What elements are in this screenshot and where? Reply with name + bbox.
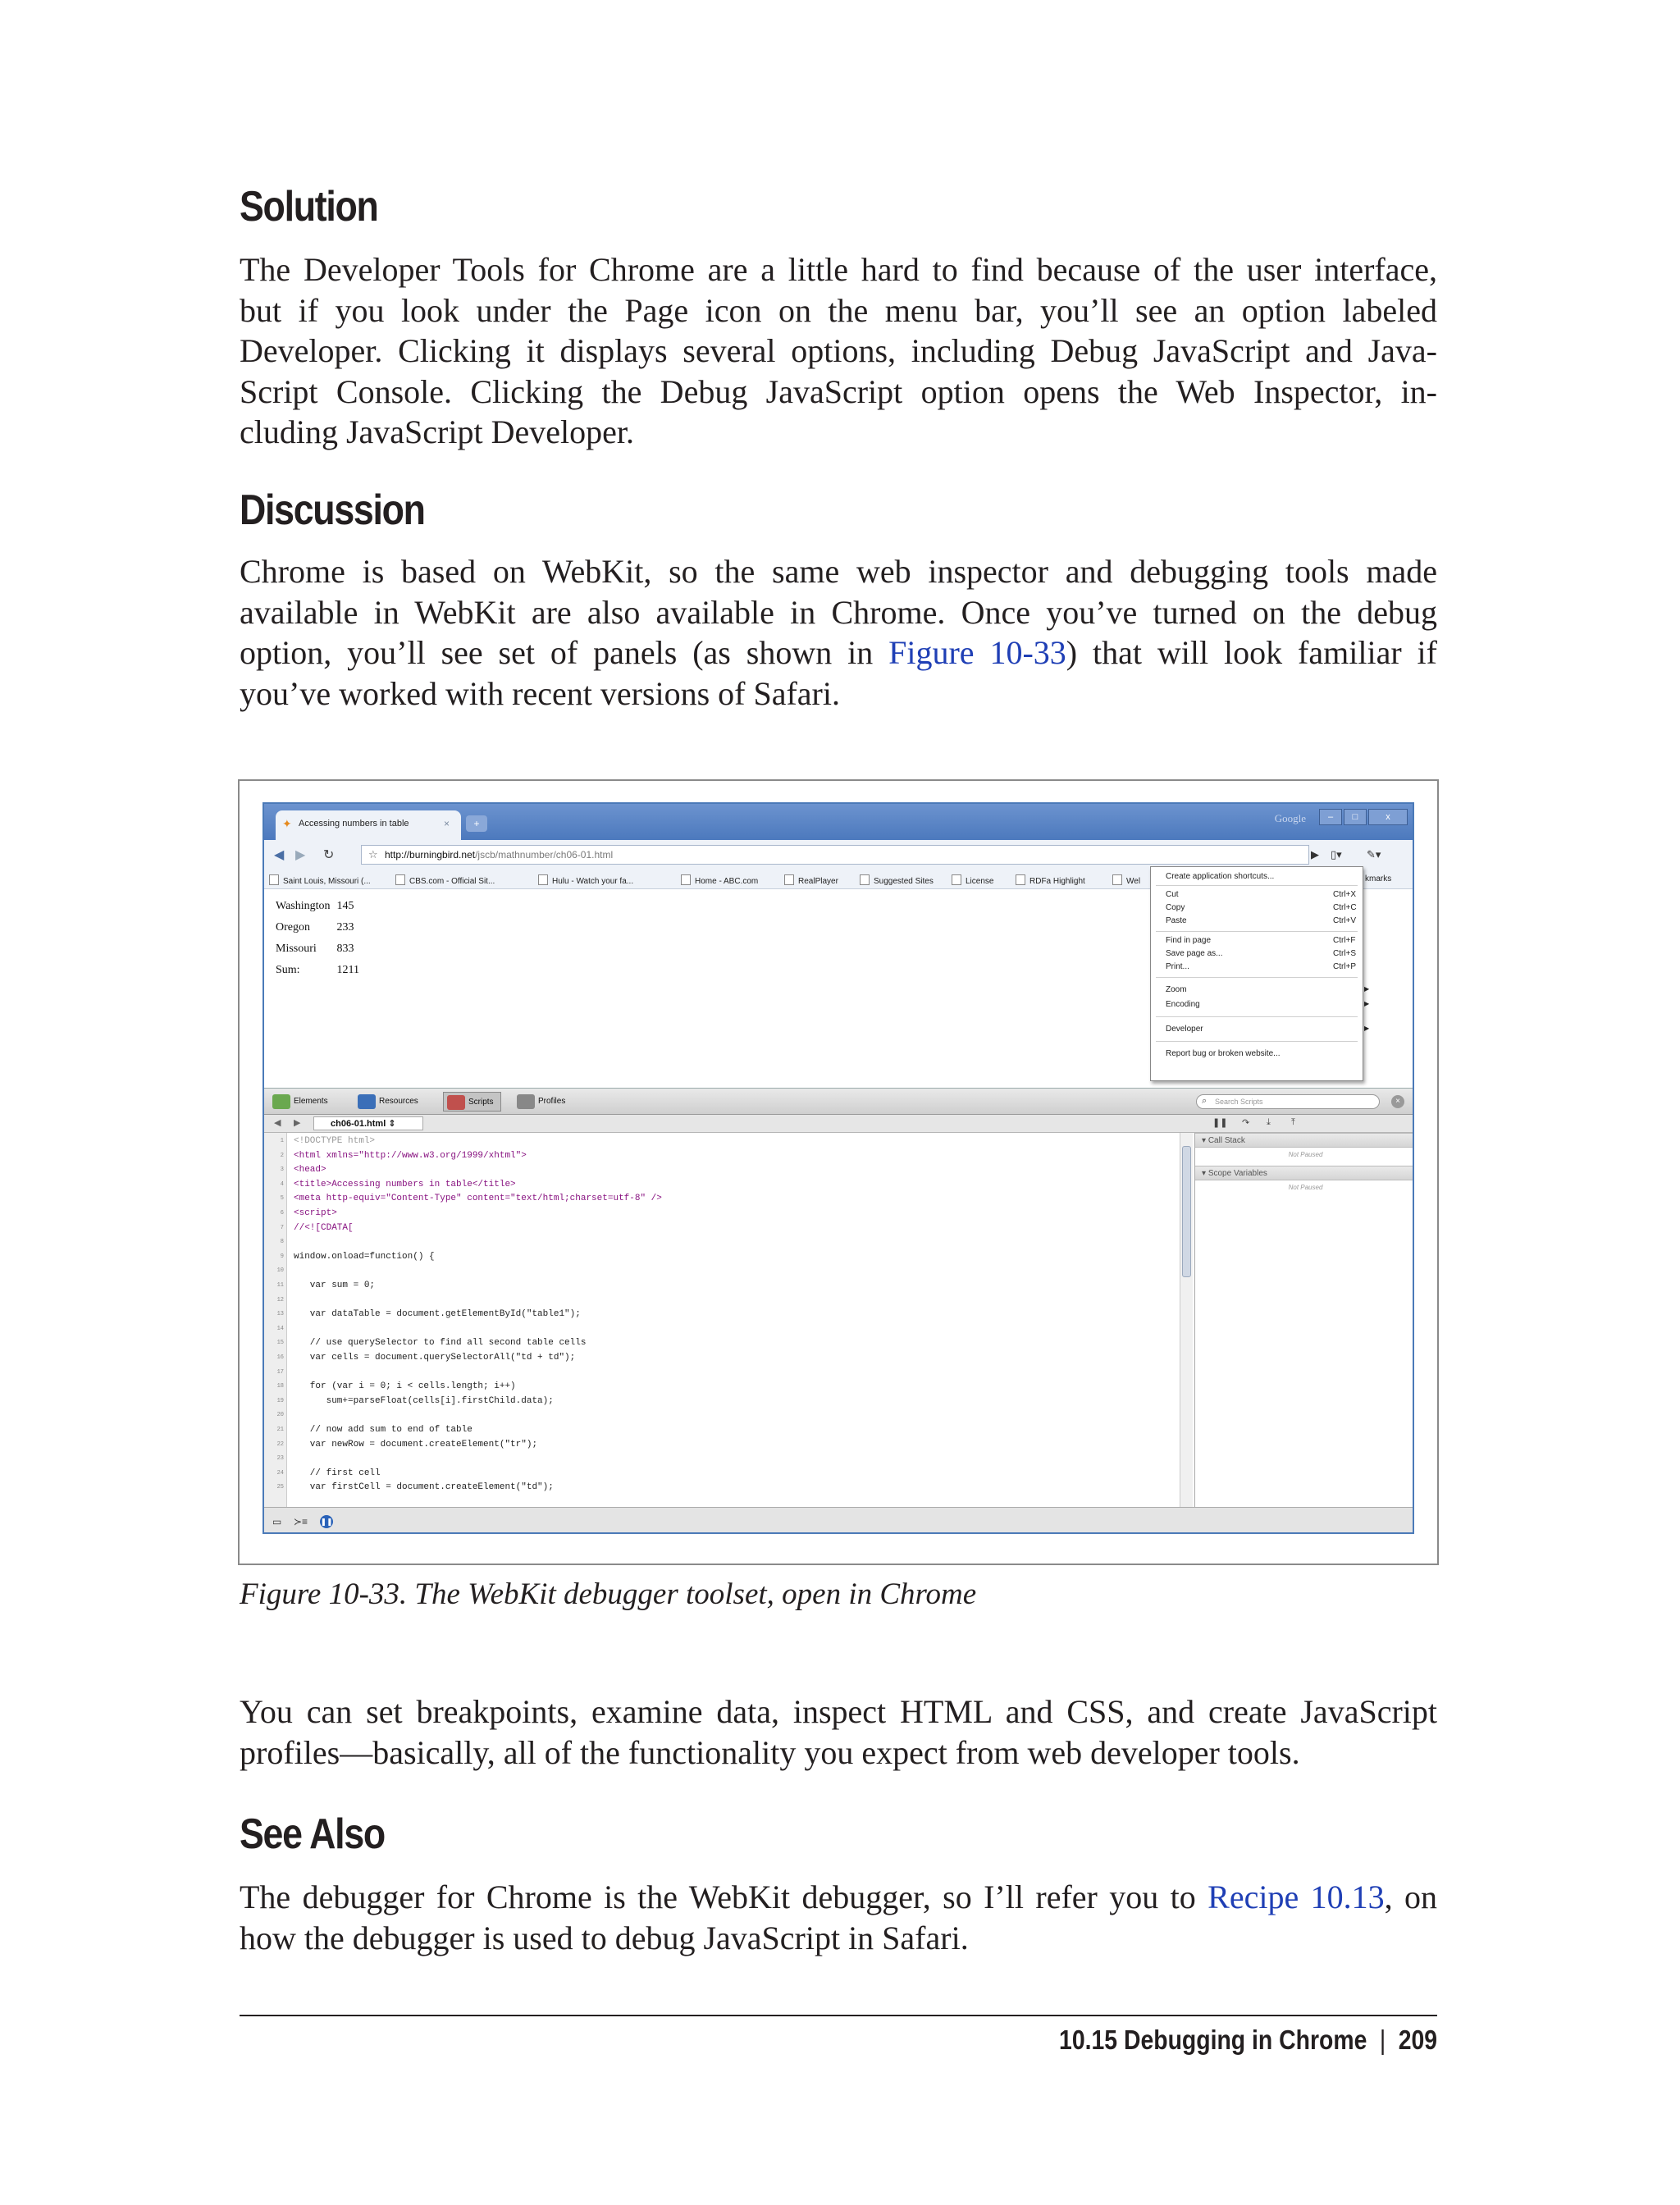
elements-icon	[272, 1094, 290, 1109]
line-number[interactable]: 10	[276, 1267, 284, 1275]
menu-item-report[interactable]	[1166, 1049, 1281, 1058]
line-number[interactable]: 12	[276, 1296, 284, 1303]
value-cell: 145	[336, 900, 354, 912]
figure-link[interactable]: Figure 10-33	[888, 634, 1066, 671]
call-stack-header[interactable]: ▾ Call Stack	[1195, 1133, 1414, 1148]
dock-icon[interactable]: ▭	[272, 1516, 282, 1527]
line-number[interactable]: 2	[280, 1152, 284, 1159]
bookmark-item[interactable]: RealPlayer	[784, 874, 838, 886]
line-number[interactable]: 11	[276, 1282, 284, 1289]
solution-paragraph	[240, 249, 1437, 453]
value-cell: 833	[336, 943, 354, 955]
code-line: <script>	[294, 1208, 337, 1218]
discussion-line	[240, 632, 1437, 673]
line-number[interactable]: 17	[276, 1368, 284, 1376]
browser-window	[262, 802, 1414, 1534]
heading-discussion: Discussion	[240, 486, 425, 534]
scope-variables-label: Scope Variables	[1208, 1169, 1267, 1178]
submenu-arrow-icon: ▶	[1364, 1000, 1370, 1007]
menu-item-label: Encoding	[1166, 1000, 1200, 1009]
scope-variables-status: Not Paused	[1288, 1184, 1323, 1191]
state-cell: Sum:	[276, 964, 300, 976]
bookmarks-overflow[interactable]: kmarks	[1365, 874, 1392, 883]
menu-item-label: Paste	[1166, 916, 1187, 925]
recipe-link[interactable]: Recipe 10.13	[1208, 1879, 1385, 1915]
state-cell: Missouri	[276, 943, 317, 955]
code-line: //<![CDATA[	[294, 1222, 354, 1233]
prev-file-icon[interactable]: ◀	[274, 1118, 281, 1128]
menu-item-cut[interactable]	[1166, 890, 1357, 899]
line-number[interactable]: 23	[276, 1455, 284, 1463]
console-icon[interactable]: ≻≡	[294, 1516, 308, 1527]
menu-item-label: Print...	[1166, 962, 1189, 971]
menu-separator	[1156, 1041, 1358, 1042]
script-file-select[interactable]: ch06-01.html ⇕	[313, 1116, 423, 1130]
line-number[interactable]: 3	[280, 1166, 284, 1174]
inspector-tabs	[264, 1089, 1413, 1115]
menu-item-label: Copy	[1166, 903, 1185, 912]
solution-line: The Developer Tools for Chrome are a little hard to find because of the user interface,	[240, 251, 1437, 288]
menu-item-label: Report bug or broken website...	[1166, 1049, 1281, 1058]
line-number[interactable]: 20	[276, 1412, 284, 1419]
code-line: var firstCell = document.createElement("td");	[294, 1482, 554, 1493]
tab-label: Scripts	[468, 1098, 494, 1107]
page-number: 209	[1398, 2025, 1437, 2055]
web-inspector	[264, 1088, 1413, 1534]
line-number[interactable]: 5	[280, 1195, 284, 1203]
source-code-view[interactable]	[264, 1133, 1176, 1507]
reload-icon[interactable]: ↻	[323, 848, 335, 862]
tab-scripts[interactable]	[443, 1092, 501, 1112]
code-line: var sum = 0;	[294, 1281, 376, 1290]
code-line: <head>	[294, 1165, 326, 1176]
go-icon[interactable]: ▶	[1311, 848, 1319, 861]
code-line: var cells = document.querySelectorAll("td + td");	[294, 1353, 576, 1363]
line-number[interactable]: 19	[276, 1397, 284, 1404]
table-row	[276, 962, 366, 984]
page-menu-icon[interactable]: ▯▾	[1331, 848, 1342, 861]
scripts-icon	[447, 1095, 465, 1110]
line-number[interactable]: 24	[276, 1469, 284, 1477]
code-line: <html xmlns="http://www.w3.org/1999/xhtml">	[294, 1150, 527, 1161]
code-line: <!DOCTYPE html>	[294, 1136, 376, 1146]
discussion-line: you’ve worked with recent versions of Safari.	[240, 674, 840, 712]
code-line: // now add sum to end of table	[294, 1425, 472, 1435]
tab-title: Accessing numbers in table	[299, 819, 409, 829]
menu-shortcut: Ctrl+V	[1333, 916, 1357, 925]
menu-item-encoding[interactable]	[1166, 1000, 1370, 1009]
value-cell: 1211	[336, 964, 360, 976]
tab-label: Elements	[294, 1097, 328, 1106]
address-bar[interactable]	[361, 845, 1309, 865]
discussion-line: available in WebKit are also available in Chrome. Once you’ve turned on the debug	[240, 593, 1437, 631]
menu-shortcut: Ctrl+P	[1333, 962, 1357, 971]
running-footer-section: 10.15 Debugging in Chrome	[1058, 2025, 1367, 2055]
discussion-text: ) that will look familiar if	[1066, 634, 1437, 671]
wrench-menu-icon[interactable]: ✎▾	[1367, 848, 1381, 861]
heading-see-also: See Also	[240, 1810, 385, 1858]
menu-item-create-shortcuts[interactable]	[1166, 872, 1274, 881]
scrollbar-thumb[interactable]	[1182, 1146, 1191, 1277]
line-number[interactable]: 16	[276, 1354, 284, 1361]
resources-icon	[358, 1094, 376, 1109]
line-number[interactable]: 22	[276, 1440, 284, 1448]
bookmark-item[interactable]: Wel	[1112, 874, 1140, 886]
star-icon[interactable]: ☆	[368, 848, 378, 861]
menu-item-find[interactable]	[1166, 936, 1356, 945]
line-number[interactable]: 6	[280, 1210, 284, 1217]
figure-caption: Figure 10-33. The WebKit debugger toolset, open in Chrome	[240, 1577, 977, 1611]
line-number[interactable]: 14	[276, 1325, 284, 1332]
tab-profiles[interactable]	[514, 1092, 572, 1112]
submenu-arrow-icon: ▶	[1364, 985, 1370, 993]
state-cell: Oregon	[276, 921, 310, 934]
code-line: <meta http-equiv="Content-Type" content="text/html;charset=utf-8" />	[294, 1194, 662, 1204]
line-number[interactable]: 15	[276, 1340, 284, 1347]
menu-shortcut: Ctrl+X	[1333, 890, 1357, 899]
see-also-paragraph	[240, 1877, 1437, 1958]
new-tab-button[interactable]: +	[466, 815, 487, 832]
line-number[interactable]: 1	[280, 1138, 284, 1144]
menu-item-label: Developer	[1166, 1025, 1203, 1034]
code-line: // first cell	[294, 1468, 381, 1478]
page-footer	[1059, 2025, 1437, 2056]
code-line: var dataTable = document.getElementById("table1");	[294, 1309, 581, 1320]
tab-label: Profiles	[538, 1097, 566, 1106]
menu-item-zoom[interactable]	[1166, 985, 1370, 994]
solution-line: but if you look under the Page icon on the menu bar, you’ll see an option labeled	[240, 291, 1437, 329]
code-line: window.onload=function() {	[294, 1251, 435, 1262]
paragraph-line: profiles—basically, all of the functionality you expect from web developer tools.	[240, 1733, 1300, 1771]
step-into-icon[interactable]: ⤓	[1267, 1117, 1271, 1127]
state-cell: Washington	[276, 900, 331, 912]
code-scrollbar[interactable]	[1180, 1133, 1193, 1507]
tab-close-icon[interactable]: ×	[443, 818, 450, 829]
inspector-close-icon[interactable]: ×	[1391, 1095, 1404, 1108]
code-line: <title>Accessing numbers in table</title>	[294, 1179, 516, 1189]
menu-item-label: Zoom	[1166, 985, 1187, 994]
line-number[interactable]: 9	[280, 1253, 284, 1260]
profiles-icon	[517, 1094, 535, 1109]
menu-separator	[1156, 885, 1358, 886]
pause-icon[interactable]: ❚❚	[1212, 1118, 1228, 1128]
bookmark-item[interactable]: CBS.com - Official Sit...	[395, 874, 495, 886]
title-bar	[264, 804, 1413, 840]
see-also-text: , on	[1384, 1879, 1437, 1915]
back-icon[interactable]: ◀	[274, 848, 285, 862]
search-placeholder: Search Scripts	[1215, 1098, 1263, 1106]
menu-item-print[interactable]	[1166, 962, 1357, 971]
step-over-icon[interactable]: ↷	[1242, 1118, 1250, 1128]
heading-solution: Solution	[240, 183, 378, 231]
solution-line: Script Console. Clicking the Debug JavaScript option opens the Web Inspector, in-	[240, 372, 1437, 410]
bookmark-item[interactable]: License	[952, 874, 993, 886]
menu-shortcut: Ctrl+C	[1333, 903, 1357, 912]
inspector-status-bar	[264, 1507, 1413, 1534]
menu-item-label: Save page as...	[1166, 949, 1223, 958]
menu-separator	[1156, 977, 1358, 978]
menu-separator	[1156, 931, 1358, 932]
browser-tab[interactable]	[276, 810, 461, 840]
menu-item-paste[interactable]	[1166, 916, 1357, 925]
table-row	[276, 920, 366, 941]
forward-icon[interactable]: ▶	[295, 848, 306, 862]
window-brand: Google	[1274, 812, 1306, 824]
tab-elements[interactable]	[269, 1092, 335, 1112]
menu-item-developer[interactable]	[1166, 1025, 1370, 1034]
footer-separator: |	[1379, 2025, 1386, 2055]
line-number[interactable]: 7	[280, 1224, 284, 1231]
bookmark-item[interactable]: Hulu - Watch your fa...	[538, 874, 633, 886]
next-file-icon[interactable]: ▶	[294, 1118, 301, 1128]
window-close-button[interactable]: x	[1368, 809, 1408, 825]
line-number[interactable]: 8	[280, 1239, 284, 1246]
search-scripts-input[interactable]	[1196, 1094, 1380, 1109]
line-number[interactable]: 21	[276, 1427, 284, 1433]
minimize-button[interactable]: –	[1319, 809, 1342, 825]
menu-shortcut: Ctrl+S	[1333, 949, 1357, 958]
menu-item-label: Find in page	[1166, 936, 1212, 945]
footer-rule	[240, 2015, 1437, 2016]
bookmark-item[interactable]: Saint Louis, Missouri (...	[269, 874, 371, 886]
scope-variables-header[interactable]: ▾ Scope Variables	[1195, 1166, 1414, 1180]
numbers-table	[276, 898, 366, 984]
bookmark-item[interactable]: Home - ABC.com	[681, 874, 758, 886]
maximize-button[interactable]: □	[1344, 809, 1367, 825]
menu-separator	[1156, 1016, 1358, 1017]
step-out-icon[interactable]: ⤒	[1291, 1117, 1295, 1127]
call-stack-status: Not Paused	[1288, 1151, 1323, 1158]
url-domain: http://burningbird.net	[385, 849, 476, 861]
code-line: var newRow = document.createElement("tr");	[294, 1439, 538, 1449]
favicon-icon: ✦	[282, 817, 292, 830]
paragraph-line: You can set breakpoints, examine data, inspect HTML and CSS, and create JavaScript	[240, 1693, 1437, 1730]
menu-item-copy[interactable]	[1166, 903, 1357, 912]
code-line: for (var i = 0; i < cells.length; i++)	[294, 1381, 516, 1392]
browser-toolbar	[264, 840, 1413, 870]
tab-resources[interactable]	[354, 1092, 425, 1112]
page-menu	[1150, 866, 1370, 1081]
url-path: /jscb/mathnumber/ch06-01.html	[475, 849, 614, 861]
line-gutter	[264, 1133, 287, 1507]
code-line: // use querySelector to find all second table cells	[294, 1338, 587, 1349]
menu-item-label: Create application shortcuts...	[1166, 872, 1275, 881]
discussion-paragraph	[240, 551, 1437, 714]
after-figure-paragraph	[240, 1691, 1437, 1773]
bookmark-item[interactable]: Suggested Sites	[860, 874, 934, 886]
table-row	[276, 941, 366, 962]
bookmark-item[interactable]: RDFa Highlight	[1016, 874, 1085, 886]
solution-line: Developer. Clicking it displays several options, including Debug JavaScript and Java-	[240, 332, 1437, 369]
search-icon: ⌕	[1202, 1096, 1208, 1106]
line-number[interactable]: 18	[276, 1383, 284, 1390]
script-file-bar	[264, 1115, 1413, 1133]
menu-item-label: Cut	[1166, 890, 1179, 899]
debugger-sidebar	[1194, 1133, 1414, 1507]
menu-shortcut: Ctrl+F	[1333, 936, 1356, 945]
paragraph-line: how the debugger is used to debug JavaScript in Safari.	[240, 1919, 969, 1956]
submenu-arrow-icon: ▶	[1364, 1025, 1370, 1032]
pause-on-exceptions-icon[interactable]: ❚❚	[320, 1515, 333, 1528]
discussion-line: Chrome is based on WebKit, so the same web inspector and debugging tools made	[240, 553, 1437, 590]
see-also-text: The debugger for Chrome is the WebKit debugger, so I’ll refer you to	[240, 1879, 1208, 1915]
paragraph-line	[240, 1877, 1437, 1918]
value-cell: 233	[336, 921, 354, 934]
menu-item-save[interactable]	[1166, 949, 1357, 958]
discussion-text: option, you’ll see set of panels (as shown in	[240, 634, 889, 671]
line-number[interactable]: 25	[276, 1484, 284, 1491]
line-number[interactable]: 13	[276, 1311, 284, 1318]
table-row	[276, 898, 366, 920]
code-line: sum+=parseFloat(cells[i].firstChild.data);	[294, 1395, 554, 1406]
file-name: ch06-01.html	[331, 1119, 386, 1129]
line-number[interactable]: 4	[280, 1180, 284, 1188]
call-stack-label: Call Stack	[1208, 1136, 1245, 1145]
tab-label: Resources	[379, 1097, 418, 1106]
solution-line: cluding JavaScript Developer.	[240, 413, 634, 450]
